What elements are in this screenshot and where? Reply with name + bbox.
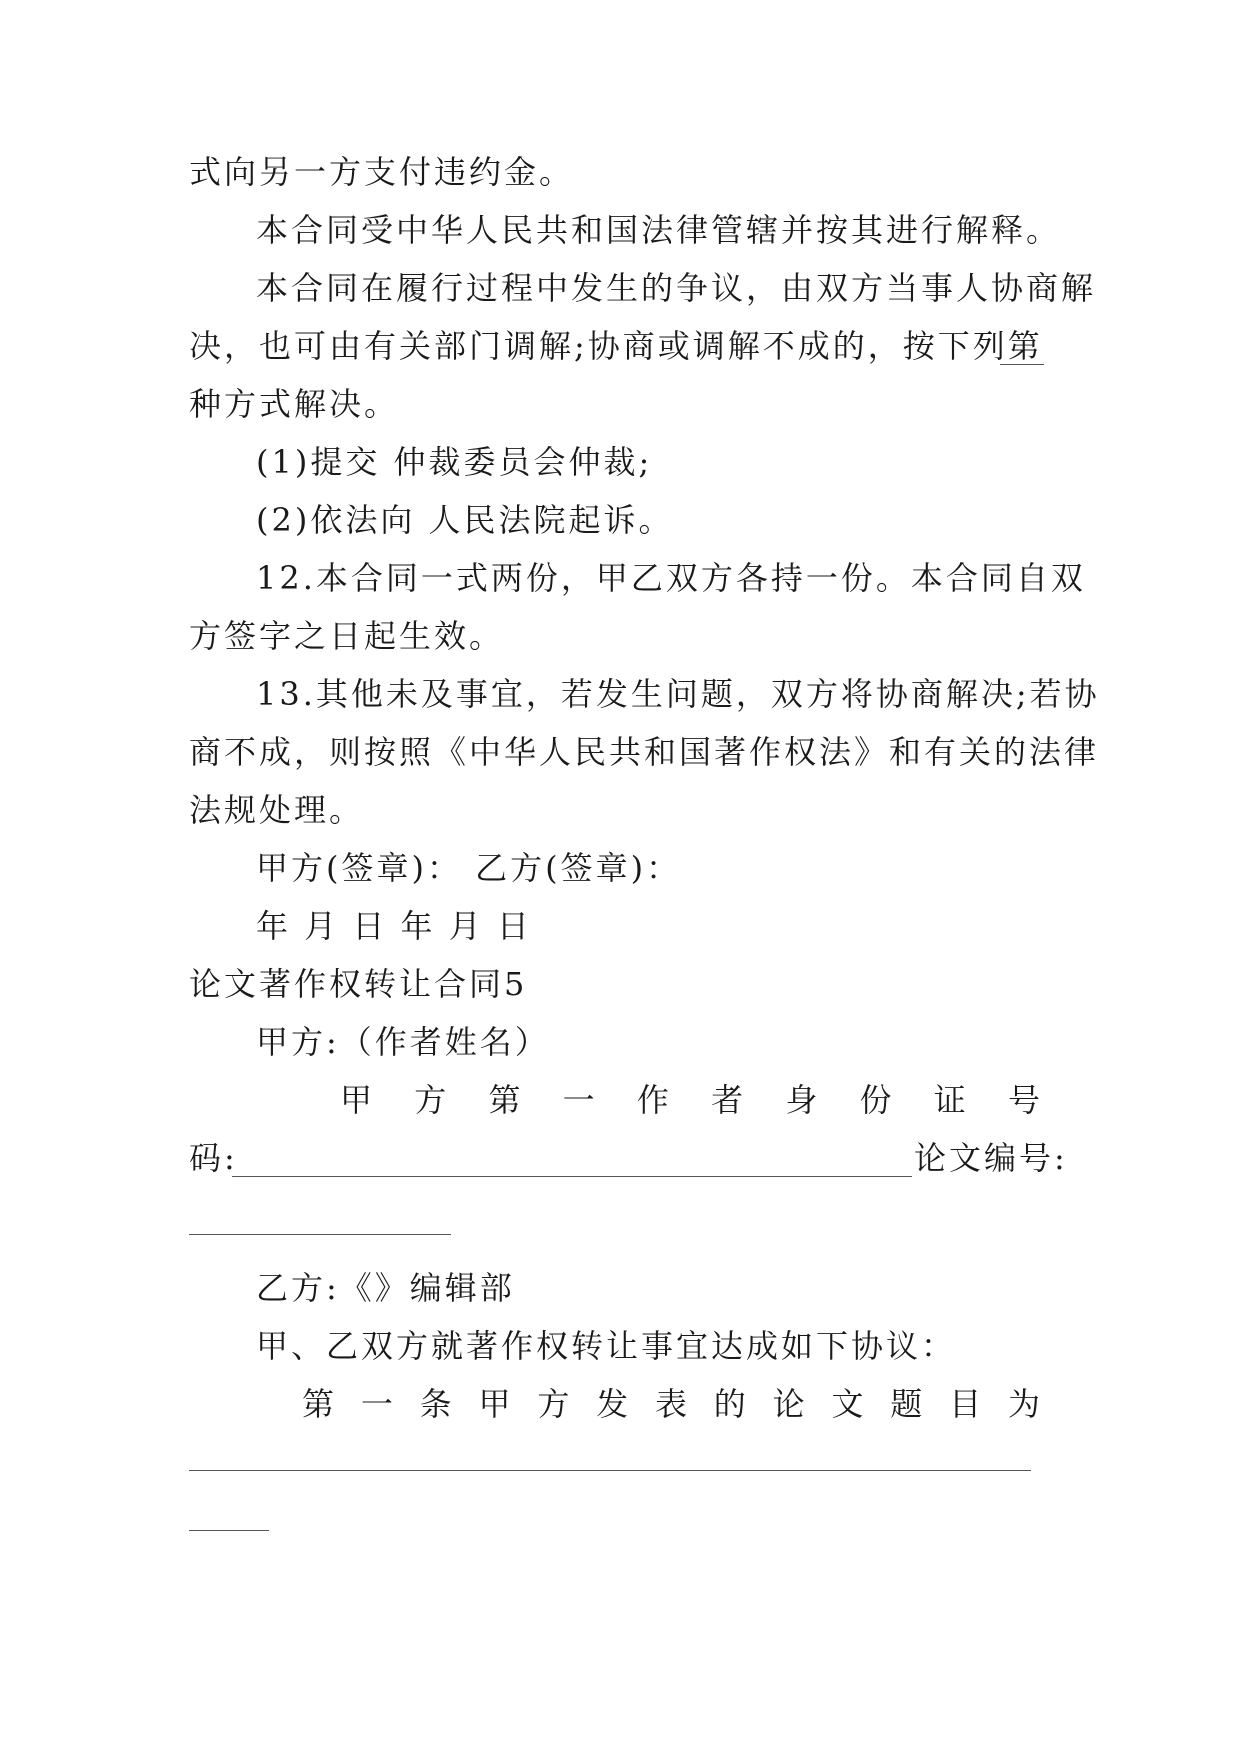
- label-char: 第: [488, 1081, 521, 1119]
- article-one-row: [302, 1384, 1040, 1424]
- id-number-label-row: [340, 1080, 1040, 1120]
- id-number-field-label: 码:: [189, 1139, 238, 1177]
- label-char: 号: [1007, 1081, 1040, 1119]
- text-line: 方签字之日起生效。: [189, 617, 505, 655]
- text-line: 13.其他未及事宜，若发生问题，双方将协商解决;若协: [256, 675, 1100, 713]
- article-char: 论: [772, 1385, 805, 1423]
- text-line: 商不成，则按照《中华人民共和国著作权法》和有关的法律: [189, 733, 1100, 771]
- text-line: 本合同在履行过程中发生的争议，由双方当事人协商解: [256, 269, 1097, 307]
- agreement-intro: 甲、乙双方就著作权转让事宜达成如下协议：: [256, 1327, 957, 1365]
- article-char: 为: [1007, 1385, 1040, 1423]
- date-line: 年 月 日 年 月 日: [256, 907, 532, 945]
- signature-line: 甲方(签章)： 乙方(签章)：: [256, 849, 682, 887]
- label-char: 作: [636, 1081, 669, 1119]
- text-line: 式向另一方支付违约金。: [189, 153, 575, 191]
- article-char: 题: [890, 1385, 923, 1423]
- article-char: 第: [302, 1385, 335, 1423]
- paper-number-blank: [189, 1234, 451, 1235]
- article-char: 的: [713, 1385, 746, 1423]
- label-char: 份: [859, 1081, 892, 1119]
- text-line: (1)提交 仲裁委员会仲裁;: [256, 443, 653, 481]
- text-line: (2)依法向 人民法院起诉。: [256, 501, 674, 539]
- title-blank: [189, 1470, 1031, 1471]
- text-line: 法规处理。: [189, 791, 365, 829]
- article-char: 一: [360, 1385, 393, 1423]
- label-char: 甲: [340, 1081, 373, 1119]
- label-char: 方: [414, 1081, 447, 1119]
- label-char: 者: [711, 1081, 744, 1119]
- article-char: 发: [596, 1385, 629, 1423]
- article-char: 表: [654, 1385, 687, 1423]
- blank-underline: [1000, 364, 1044, 365]
- party-a-line: 甲方:（作者姓名）: [256, 1023, 550, 1061]
- text-line: 决，也可由有关部门调解;协商或调解不成的，按下列第: [189, 327, 1043, 365]
- title-blank-continued: [189, 1530, 269, 1531]
- label-char: 证: [933, 1081, 966, 1119]
- article-char: 文: [831, 1385, 864, 1423]
- article-char: 条: [419, 1385, 452, 1423]
- label-char: 一: [562, 1081, 595, 1119]
- section-title: 论文著作权转让合同5: [189, 965, 528, 1003]
- article-char: 甲: [478, 1385, 511, 1423]
- paper-number-label: 论文编号:: [914, 1139, 1068, 1177]
- party-b-line: 乙方:《》编辑部: [256, 1269, 515, 1307]
- label-char: 身: [785, 1081, 818, 1119]
- article-char: 目: [949, 1385, 982, 1423]
- text-line: 种方式解决。: [189, 385, 400, 423]
- text-line: 本合同受中华人民共和国法律管辖并按其进行解释。: [256, 211, 1062, 249]
- text-line: 12.本合同一式两份，甲乙双方各持一份。本合同自双: [256, 559, 1086, 597]
- article-char: 方: [537, 1385, 570, 1423]
- id-number-blank: [232, 1176, 912, 1177]
